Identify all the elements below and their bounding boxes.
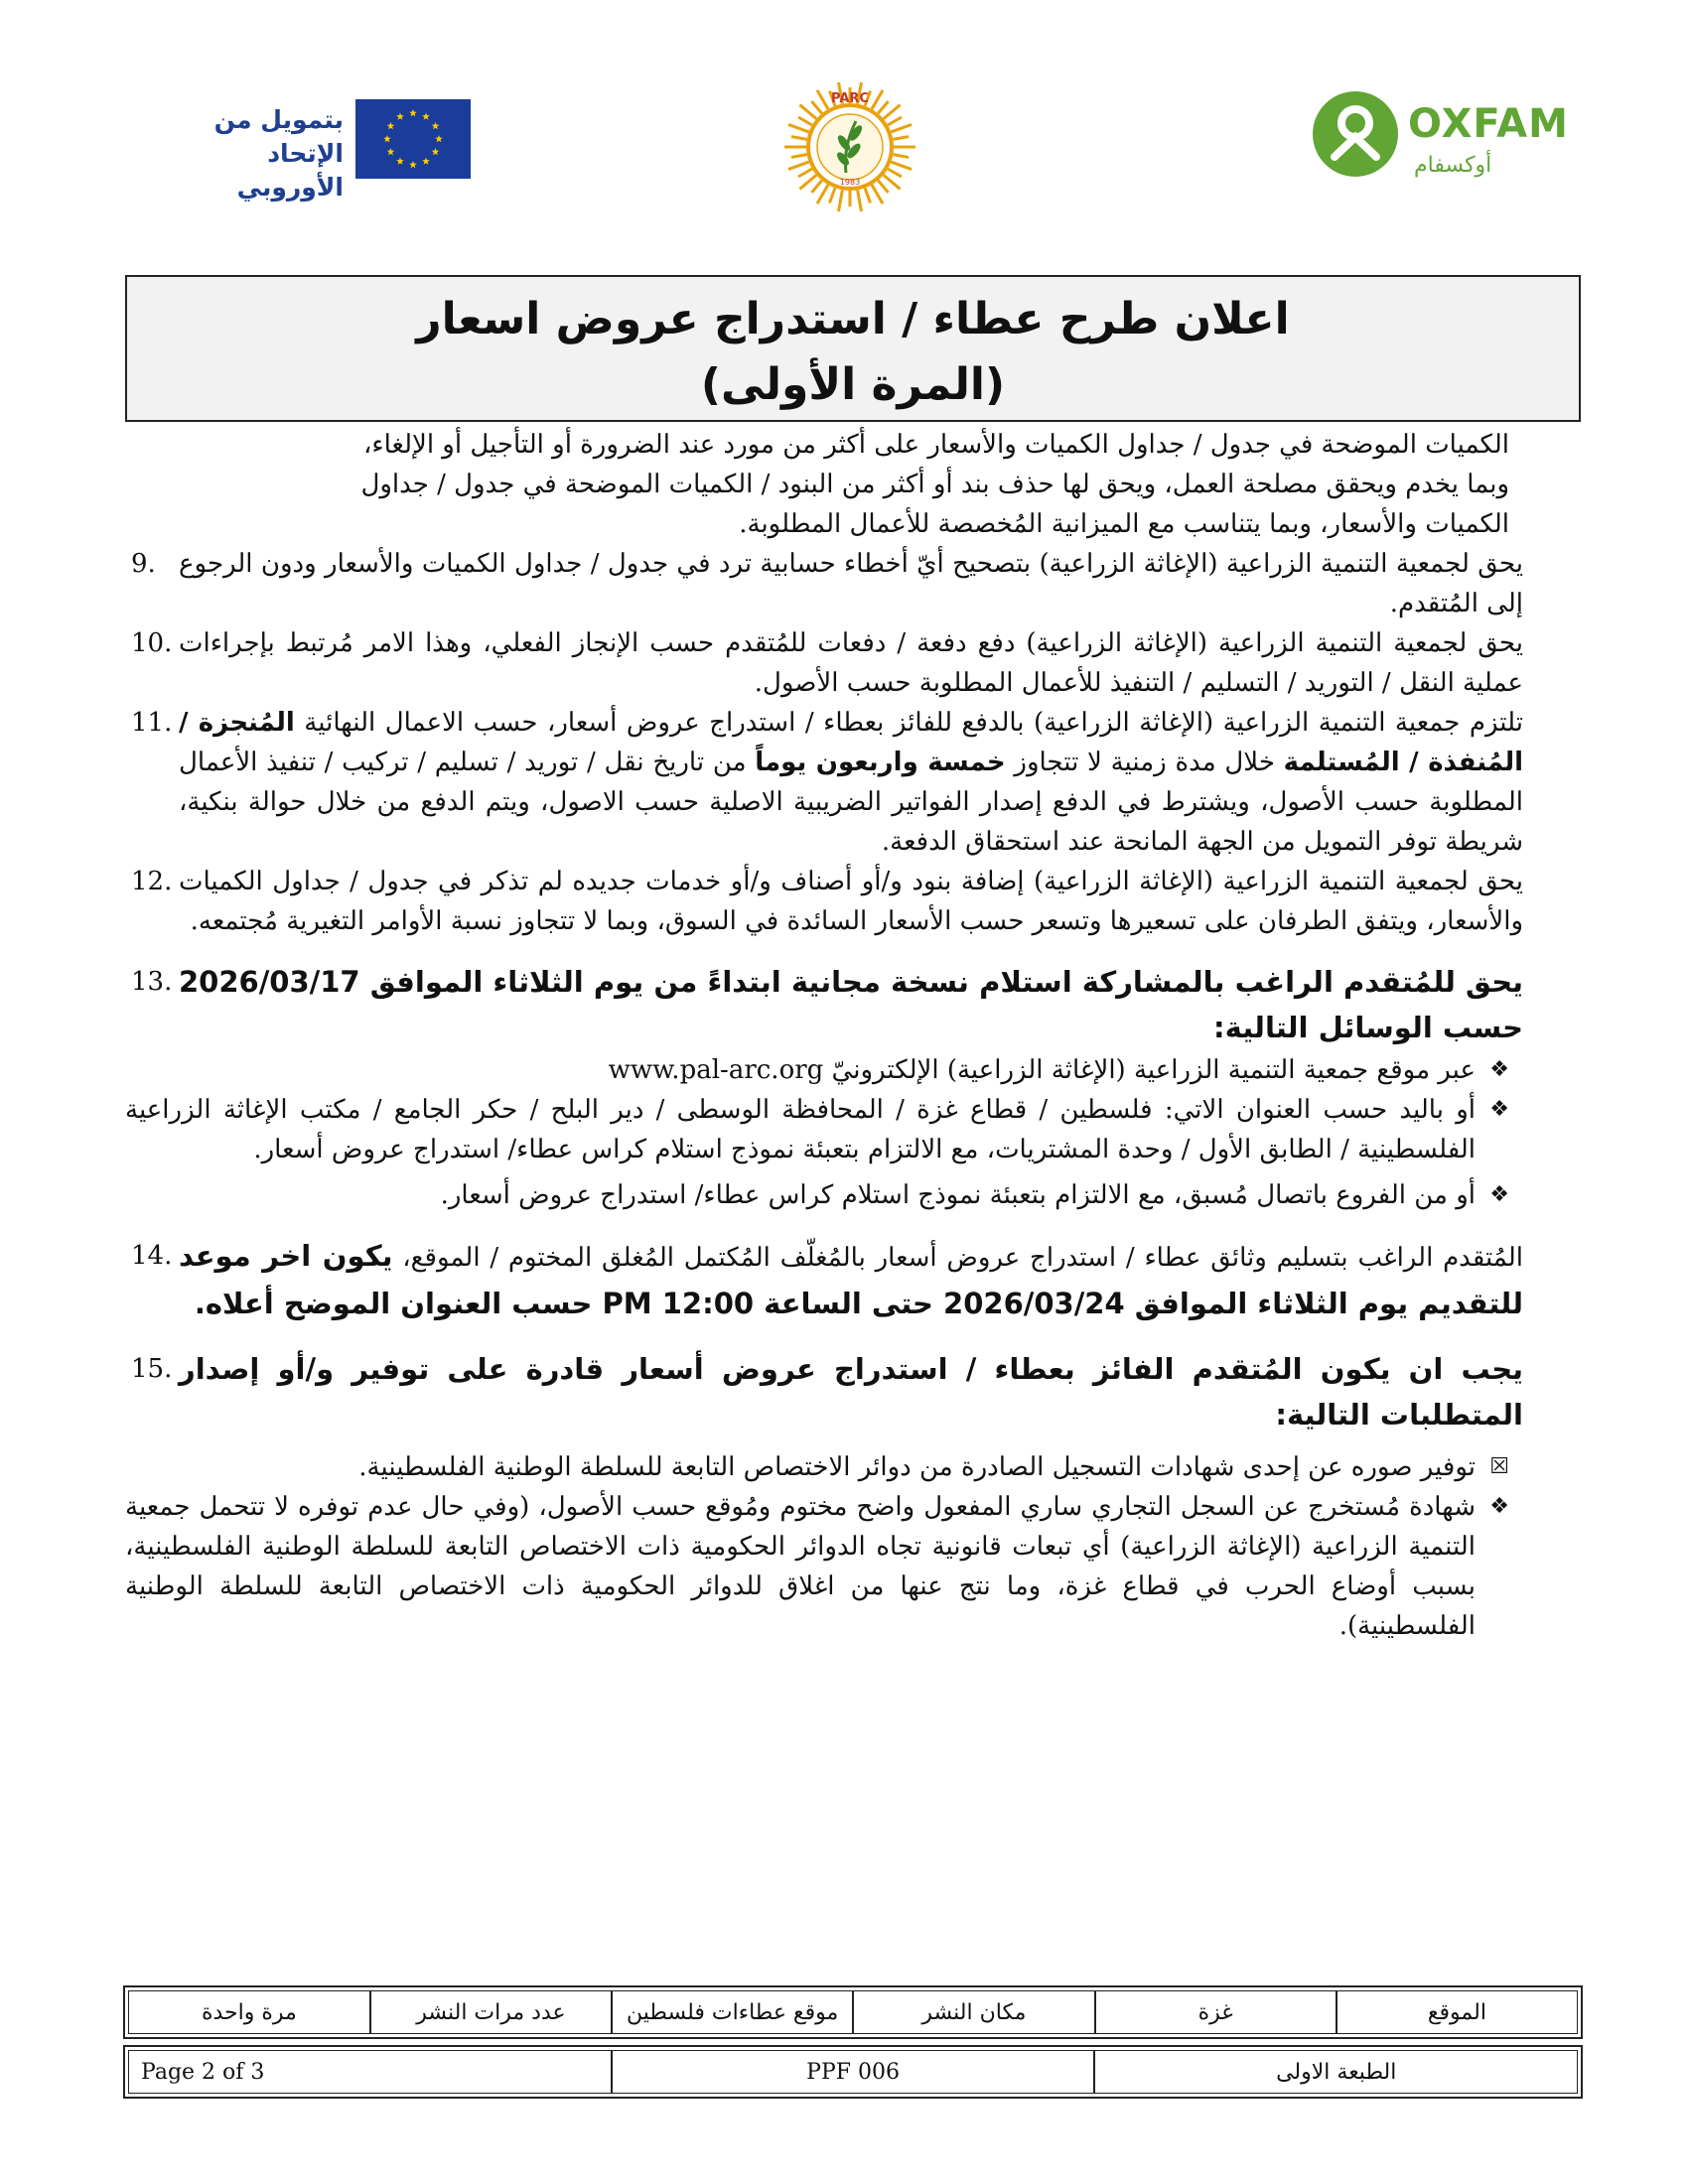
footer-cell-form-code: PPF 006 xyxy=(612,2050,1095,2094)
bullet-item xyxy=(125,1050,1509,1090)
footer-cell-page-number: Page 2 of 3 xyxy=(128,2050,612,2094)
oxfam-symbol-icon xyxy=(1313,91,1398,177)
footer-cell-publish-place-label: مكان النشر xyxy=(853,1990,1094,2034)
bullet-text: عبر موقع جمعية التنمية الزراعية (الإغاثة الزراعية) الإلكترونيّ www.pal-arc.org xyxy=(608,1055,1476,1085)
clause-12 xyxy=(125,862,1523,941)
parc-year: 1983 xyxy=(839,178,861,187)
eu-funding-logo xyxy=(159,99,477,202)
parc-abbr: PARC xyxy=(831,91,869,106)
footer-cell-location-value: غزة xyxy=(1095,1990,1336,2034)
page-title: اعلان طرح عطاء / استدراج عروض اسعار xyxy=(416,294,1290,344)
clause-15 xyxy=(125,1346,1523,1437)
bullet-item xyxy=(125,1447,1509,1487)
clause-number: 12. xyxy=(131,867,173,896)
footer-row-document xyxy=(123,2045,1583,2099)
bullet-text: أو من الفروع باتصال مُسبق، مع الالتزام بتعبئة نموذج استلام كراس عطاء/ استدراج عروض أسعار. xyxy=(440,1180,1476,1210)
clause-text: يحق لجمعية التنمية الزراعية (الإغاثة الزراعية) بتصحيح أيّ أخطاء حسابية ترد في جدول / جداول الكميات والأسعار ودون الرجوع إلى المُتقدم. xyxy=(179,549,1523,618)
footer-cell-publish-count-value: مرة واحدة xyxy=(128,1990,370,2034)
clause-text-part: من تاريخ نقل / توريد / تسليم / تركيب / تنفيذ الأعمال المطلوبة حسب الأصول، ويشترط في الدفع إصدار الفواتير الضريبية الاصلية حسب الاصول، ويتم الدفع من خلال حوالة بنكية، شريطة توفر التمويل من الجهة المانحة عند استحقاق الدفعة. xyxy=(179,748,1523,857)
footer-cell-location-label: الموقع xyxy=(1336,1990,1578,2034)
clause-bold-part: خمسة واربعون يوماً xyxy=(755,748,1006,777)
clause-10 xyxy=(125,623,1523,703)
bullet-text: أو باليد حسب العنوان الاتي: فلسطين / قطاع غزة / المحافظة الوسطى / دير البلح / حكر الجامع / مكتب الإغاثة الزراعية الفلسطينية / الطابق الأول / وحدة المشتريات، مع الالتزام بتعبئة نموذج استلام كراس عطاء/ استدراج عروض أسعار. xyxy=(125,1095,1476,1164)
footer-row-publication xyxy=(123,1985,1583,2039)
parc-logo xyxy=(782,75,917,224)
oxfam-arabic-name: أوكسفام xyxy=(1414,153,1492,178)
clause-11 xyxy=(125,703,1523,862)
footer-table xyxy=(123,1985,1583,2105)
clause-number: 14. xyxy=(131,1241,173,1271)
footer-cell-edition: الطبعة الاولى xyxy=(1094,2050,1578,2094)
clause-text: يحق للمُتقدم الراغب بالمشاركة استلام نسخة مجانية ابتداءً من يوم الثلاثاء الموافق 2026/03/17 حسب الوسائل التالية: xyxy=(179,965,1523,1044)
eu-flag-icon xyxy=(355,99,471,179)
diamond-bullet-icon: ❖ xyxy=(1489,1494,1509,1519)
clause-text: يحق لجمعية التنمية الزراعية (الإغاثة الزراعية) إضافة بنود و/أو أصناف و/أو خدمات جديده لم تذكر في جدول / جداول الكميات والأسعار، ويتفق الطرفان على تسعيرها وتسعر حسب الأسعار السائدة في السوق، وبما لا تتجاوز نسبة الأوامر التغيرية مُجتمعه. xyxy=(179,867,1523,936)
diamond-bullet-icon: ❖ xyxy=(1489,1182,1509,1207)
oxfam-logo xyxy=(1313,91,1569,191)
continuation-line: وبما يخدم ويحقق مصلحة العمل، ويحق لها حذف بند أو أكثر من البنود / الكميات الموضحة في جدول / جداول xyxy=(360,470,1509,499)
oxfam-wordmark: OXFAM xyxy=(1408,101,1569,147)
bullet-text: توفير صوره عن إحدى شهادات التسجيل الصادرة من دوائر الاختصاص التابعة للسلطة الوطنية الفلسطينية. xyxy=(358,1452,1476,1482)
diamond-bullet-icon: ❖ xyxy=(1489,1057,1509,1082)
clause-bold-part: المُنجزة / المُنفذة / المُستلمة xyxy=(179,708,1524,777)
clause-text-part: المُتقدم الراغب بتسليم وثائق عطاء / استدراج عروض أسعار بالمُغلّف المُكتمل المُغلق المختوم / الموقع، xyxy=(392,1243,1523,1273)
page-subtitle: (المرة الأولى) xyxy=(700,359,1006,410)
document-body xyxy=(125,425,1523,1646)
bullet-text: شهادة مُستخرج عن السجل التجاري ساري المفعول واضح مختوم ومُوقع حسب الأصول، (وفي حال عدم توفره لا تتحمل جمعية التنمية الزراعية (الإغاثة الزراعية) أي تبعات قانونية تجاه الدوائر الحكومية ذات الاختصاص التابعة للسلطة الوطنية الفلسطينية، بسبب أوضاع الحرب في قطاع غزة، وما نتج عنها من اغلاق للدوائر الحكومية ذات الاختصاص التابعة للسلطة الوطنية الفلسطينية). xyxy=(125,1492,1476,1641)
bullet-item xyxy=(125,1487,1509,1646)
continuation-line: الكميات الموضحة في جدول / جداول الكميات والأسعار على أكثر من مورد عند الضرورة أو التأجيل أو الإلغاء، xyxy=(362,430,1509,460)
clause-number: 11. xyxy=(131,708,173,738)
clause-9 xyxy=(125,544,1523,623)
clause-text-part: تلتزم جمعية التنمية الزراعية (الإغاثة الزراعية) بالدفع للفائز بعطاء / استدراج عروض أسعار، حسب الاعمال النهائية xyxy=(294,708,1523,738)
clause-13 xyxy=(125,959,1523,1050)
clause-number: 9. xyxy=(131,549,156,579)
bullet-item xyxy=(125,1090,1509,1169)
clause-14 xyxy=(125,1233,1523,1328)
eu-funding-text xyxy=(159,103,344,205)
eu-line-1: بتمويل من xyxy=(213,105,344,134)
footer-cell-publish-count-label: عدد مرات النشر xyxy=(370,1990,612,2034)
clause-number: 10. xyxy=(131,628,173,658)
clause-text: يحق لجمعية التنمية الزراعية (الإغاثة الزراعية) دفع دفعة / دفعات للمُتقدم حسب الإنجاز الفعلي، وهذا الامر مُرتبط بإجراءات عملية النقل / التوريد / التسليم / التنفيذ للأعمال المطلوبة حسب الأصول. xyxy=(179,628,1523,698)
clause-text: يجب ان يكون المُتقدم الفائز بعطاء / استدراج عروض أسعار قادرة على توفير و/أو إصدار المتطلبات التالية: xyxy=(179,1352,1523,1432)
continuation-line: الكميات والأسعار، وبما يتناسب مع الميزانية المُخصصة للأعمال المطلوبة. xyxy=(739,509,1509,539)
bullet-item xyxy=(125,1175,1509,1215)
checkbox-bullet-icon: ☒ xyxy=(1489,1454,1509,1479)
clause-number: 15. xyxy=(131,1354,173,1384)
title-box xyxy=(125,275,1581,422)
clause-bold-part: يكون اخر موعد للتقديم يوم الثلاثاء الموافق 2026/03/24 حتى الساعة 12:00 PM حسب العنوان الموضح أعلاه. xyxy=(179,1239,1523,1320)
continuation-paragraph xyxy=(125,425,1509,544)
eu-line-2: الإتحاد الأوروبي xyxy=(236,139,344,202)
footer-cell-publish-place-value: موقع عطاءات فلسطين xyxy=(612,1990,853,2034)
clause-number: 13. xyxy=(131,967,173,997)
clause-text-part: خلال مدة زمنية لا تتجاوز xyxy=(1005,748,1284,777)
diamond-bullet-icon: ❖ xyxy=(1489,1097,1509,1122)
clause-text xyxy=(179,703,1523,862)
clause-text xyxy=(179,1233,1523,1328)
